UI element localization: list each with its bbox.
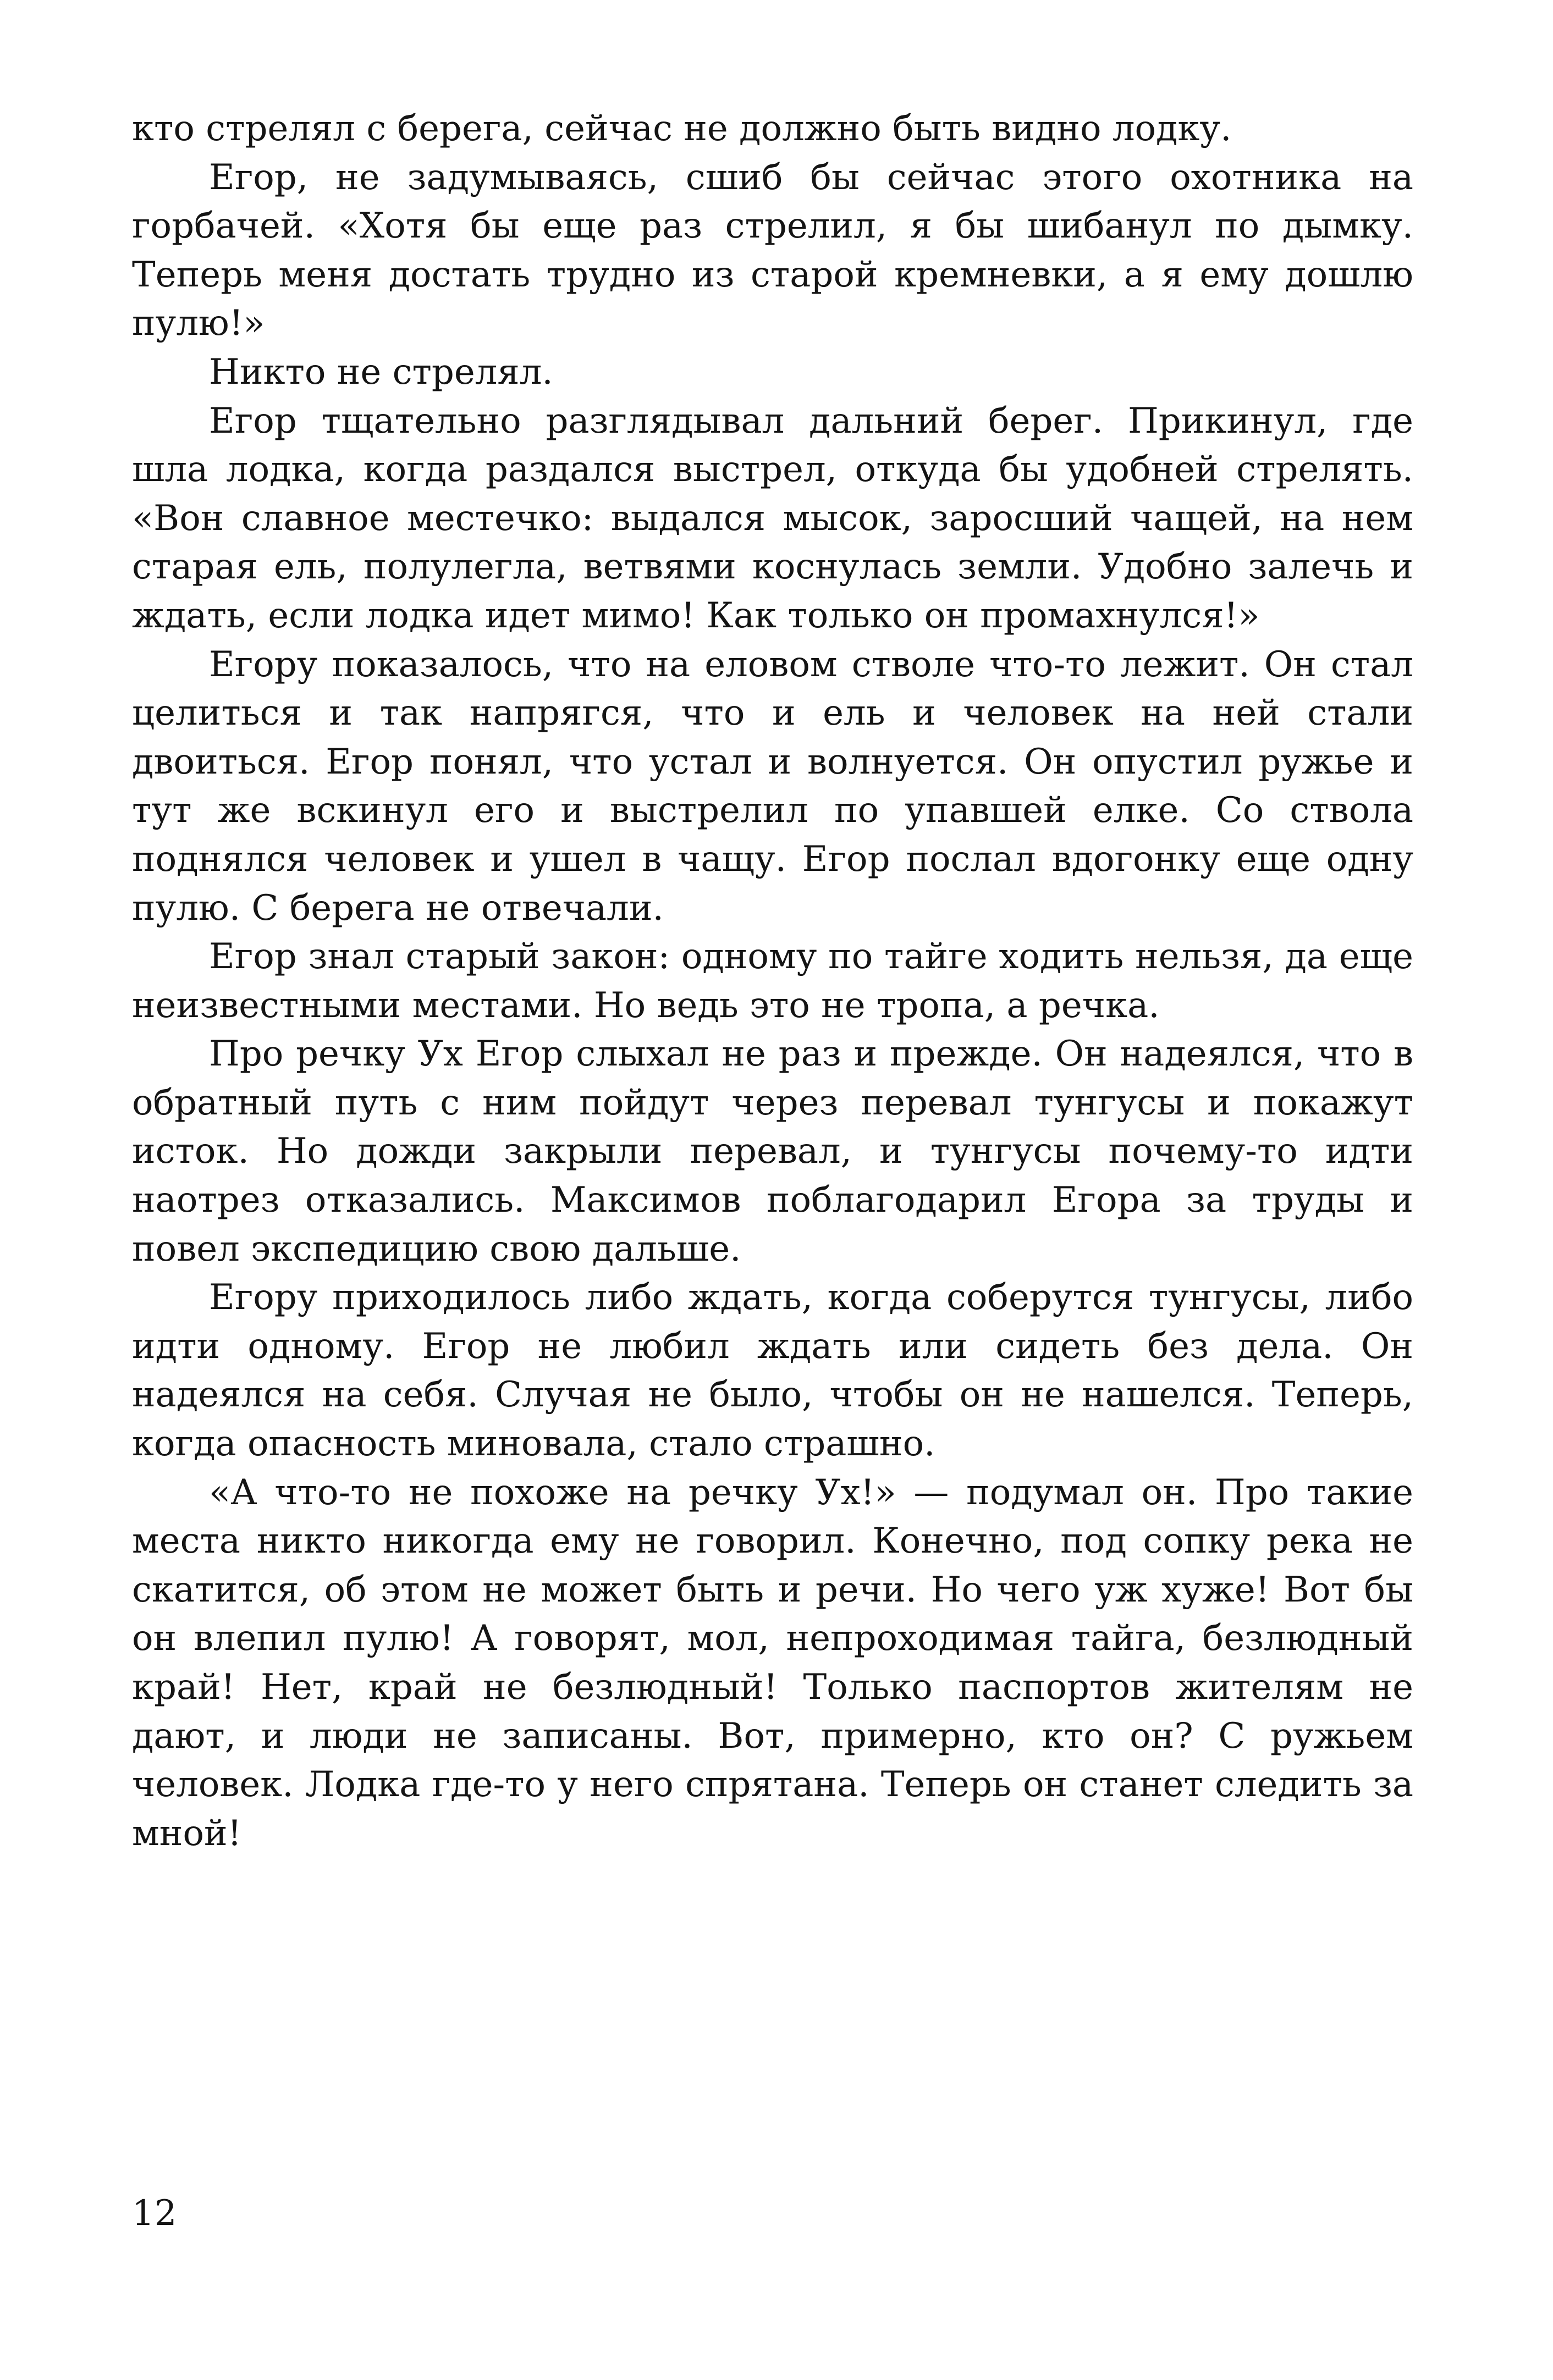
paragraph-2: Егор, не задумываясь, сшиб бы сейчас этого охотника на горбачей. «Хотя бы еще раз стрелил, я бы шибанул по дымку. Теперь меня достать трудно из старой кремневки, а я ему дошлю пулю!» (132, 157, 1413, 344)
paragraph-7: Про речку Ух Егор слыхал не раз и прежде. Он надеялся, что в обратный путь с ним пойдут через перевал тунгусы и покажут исток. Но дожди закрыли перевал, и тунгусы почему-то идти наотрез отказались. Максимов поблагодарил Егора за труды и повел экспедицию свою дальше. (132, 1034, 1413, 1269)
paragraph-5: Егору показалось, что на еловом стволе что-то лежит. Он стал целиться и так напрягся, что и ель и человек на ней стали двоиться. Егор понял, что устал и волнуется. Он опустил ружье и тут же вскинул его и выстрелил по упавшей елке. Со ствола поднялся человек и ушел в чащу. Егор послал вдогонку еще одну пулю. С берега не отвечали. (132, 644, 1413, 929)
paragraph-8: Егору приходилось либо ждать, когда соберутся тунгусы, либо идти одному. Егор не любил ждать или сидеть без дела. Он надеялся на себя. Случая не было, чтобы он не нашелся. Теперь, когда опасность миновала, стало страшно. (132, 1277, 1413, 1465)
paragraph-3: Никто не стрелял. (209, 351, 553, 393)
paragraph-9: «А что-то не похоже на речку Ух!» — подумал он. Про такие места никто никогда ему не говорил. Конечно, под сопку река не скатится, об этом не может быть и речи. Но чего уж хуже! Вот бы он влепил пулю! А говорят, мол, непроходимая тайга, безлюдный край! Нет, край не безлюдный! Только паспортов жителям не дают, и люди не записаны. Вот, примерно, кто он? С ружьем человек. Лодка где-то у него спрятана. Теперь он станет следить за мной! (132, 1472, 1413, 1854)
page-number: 12 (132, 2193, 177, 2234)
paragraph-6: Егор знал старый закон: одному по тайге ходить нельзя, да еще неизвестными местами. Но ведь это не тропа, а речка. (132, 936, 1413, 1026)
paragraph-4: Егор тщательно разглядывал дальний берег. Прикинул, где шла лодка, когда раздался выстрел, откуда бы удобней стрелять. «Вон славное местечко: выдался мысок, заросший чащей, на нем старая ель, полулегла, ветвями коснулась земли. Удобно залечь и ждать, если лодка идет мимо! Как только он промахнулся!» (132, 400, 1413, 636)
page-text (132, 104, 1413, 1858)
paragraph-1: кто стрелял с берега, сейчас не должно быть видно лодку. (132, 108, 1232, 149)
